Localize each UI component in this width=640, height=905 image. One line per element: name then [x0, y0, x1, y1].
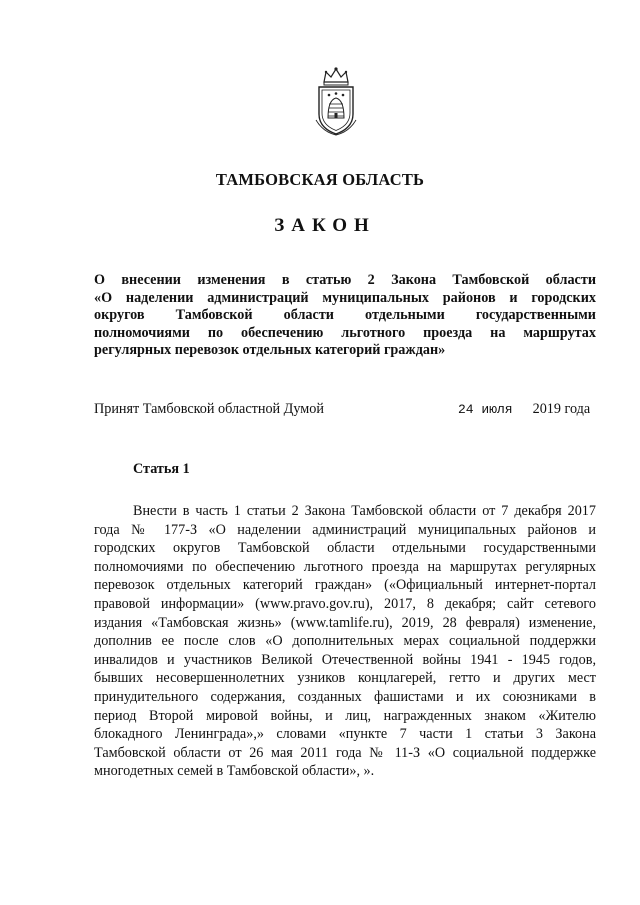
body-line: бывших несовершеннолетних узников концлагерей, гетто и других мест	[94, 670, 596, 687]
subject-line: полномочиями по обеспечению льготного проезда на маршрутах	[94, 324, 596, 341]
body-line: перевозок отдельных категорий граждан» («Официальный интернет-портал	[94, 577, 596, 594]
subject-line: округов Тамбовской области отдельными государственными	[94, 307, 596, 323]
body-line: многодетных семей в Тамбовской области», ».	[94, 763, 375, 780]
body-line: издания «Тамбовская жизнь» (www.tamlife.ru), 2019, 28 февраля) изменение,	[94, 614, 596, 631]
article-body	[94, 502, 596, 781]
body-line: года № 177-З «О наделении администраций муниципальных районов и	[94, 521, 596, 538]
body-line: принудительного содержания, созданных фашистами и их союзниками в	[94, 688, 596, 705]
adoption-date	[458, 401, 590, 418]
document-type-title: ЗАКОН	[274, 215, 376, 236]
body-line: правовой информации» (www.pravo.gov.ru), 2017, 8 декабря; сайт сетевого	[94, 595, 596, 612]
body-line: городских округов Тамбовской области отдельными государственными	[94, 540, 596, 557]
region-title: ТАМБОВСКАЯ ОБЛАСТЬ	[215, 170, 425, 189]
adopted-by: Принят Тамбовской областной Думой	[94, 401, 324, 417]
body-line: блокадного Ленинграда»,» словами «пункте 7 части 1 статьи 3 Закона	[94, 726, 596, 743]
body-line: Тамбовской области от 26 мая 2011 года № 11-З «О социальной поддержке	[94, 744, 596, 761]
adoption-year: 2019 года	[532, 401, 591, 417]
subject-line: «О наделении администраций муниципальных районов и городских	[94, 289, 596, 306]
body-line: дополнив ее после слов «О дополнительных мерах социальной поддержки	[94, 633, 596, 650]
subject-line: регулярных перевозок отдельных категорий граждан»	[94, 342, 446, 358]
body-line: полномочиями по обеспечению льготного проезда на маршрутах регулярных	[94, 558, 596, 575]
article-title: Статья 1	[133, 461, 190, 477]
adoption-day: 24 июля	[458, 402, 513, 417]
law-subject	[94, 272, 596, 360]
body-line: период Второй мировой войны, и лиц, награжденных знаком «Жителю	[94, 707, 596, 724]
subject-line: О внесении изменения в статью 2 Закона Тамбовской области	[94, 272, 596, 288]
coat-of-arms-icon	[313, 66, 359, 136]
body-line: Внести в часть 1 статьи 2 Закона Тамбовской области от 7 декабря 2017	[133, 503, 596, 519]
body-line: инвалидов и участников Великой Отечественной войны 1941 - 1945 годов,	[94, 651, 596, 668]
